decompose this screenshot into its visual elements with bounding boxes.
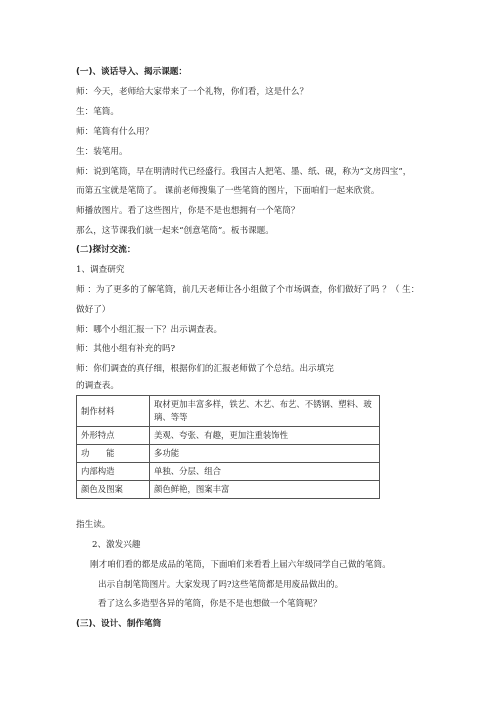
table-row [77, 445, 380, 463]
paragraph-line: 生：笔筒。 [76, 107, 119, 117]
paragraph-line: 师播放图片。看了这些图片，你是不是也想拥有一个笔筒？ [76, 206, 300, 216]
table-value-cell: 多功能 [150, 445, 380, 463]
paragraph-line: 师：笔筒有什么用？ [76, 127, 154, 137]
table-label-cell: 功 能 [77, 445, 150, 463]
paragraph-line: 那么，这节课我们就一起来“创意笔筒”。板书课题。 [76, 226, 274, 236]
paragraph-line: 的调查表。 [76, 381, 119, 391]
paragraph-line: 出示自制笔筒图片。大家发现了吗?这些笔筒都是用废品做出的。 [98, 580, 344, 590]
paragraph-line: 看了这么多造型各异的笔筒，你是不是也想做一个笔筒呢？ [98, 599, 322, 609]
table-row [77, 396, 380, 427]
table-row [77, 427, 380, 445]
paragraph-line: 师 ：为了更多的了解笔筒，前几天老师让各小组做了个市场调查，你们做好了吗 ？（ 生： [76, 285, 420, 295]
paragraph-line: 指生读。 [76, 520, 111, 530]
paragraph-line: 做好了） [76, 305, 111, 315]
paragraph-line: 生：装笔用。 [76, 147, 128, 157]
section2-heading: (二)探讨交流： [76, 245, 136, 255]
table-row [77, 463, 380, 481]
table-value-cell [150, 396, 380, 427]
survey-table [76, 395, 380, 499]
paragraph-line: 师：说到笔筒，早在明清时代已经盛行。我国古人把笔、墨、纸、砚，称为“文房四宝”， [76, 167, 412, 177]
table-value-line: 璃、等等 [154, 412, 188, 422]
table-value-cell: 美观、夸张、有趣，更加注重装饰性 [150, 427, 380, 445]
paragraph-line: 师：今天，老师给大家带来了一个礼物，你们看，这是什么？ [76, 87, 309, 97]
subheading-interest: 2、激发兴趣 [92, 540, 141, 550]
paragraph-line: 师：其他小组有补充的吗? [76, 344, 176, 354]
table-label-cell: 内部构造 [77, 463, 150, 481]
section3-heading: (三)、设计、制作笔筒 [76, 619, 162, 629]
table-row [77, 481, 380, 499]
paragraph-line: 刚才咱们看的都是成品的笔筒，下面咱们来看看上届六年级同学自己做的笔筒。 [90, 560, 391, 570]
table-label-cell: 颜色及图案 [77, 481, 150, 499]
paragraph-line: 师：你们调查的真仔细，根据你们的汇报老师做了个总结。出示填完 [76, 364, 334, 374]
subheading-survey: 1、调查研究 [76, 265, 125, 275]
table-value-cell: 颜色鲜艳，图案丰富 [150, 481, 380, 499]
table-label-cell: 外形特点 [77, 427, 150, 445]
paragraph-line: 师：哪个小组汇报一下？出示调查表。 [76, 325, 223, 335]
paragraph-line: 而第五宝就是笔筒了。 课前老师搜集了一些笔筒的图片，下面咱们一起来欣赏。 [76, 186, 380, 196]
table-value-cell: 单独、分层、组合 [150, 463, 380, 481]
table-value-line: 取材更加丰富多样，铁艺、木艺、布艺、不锈钢、塑料、玻 [154, 399, 372, 409]
table-label-cell: 制作材料 [77, 396, 150, 427]
section1-heading: (一)、谈话导入、揭示课题： [76, 67, 187, 77]
